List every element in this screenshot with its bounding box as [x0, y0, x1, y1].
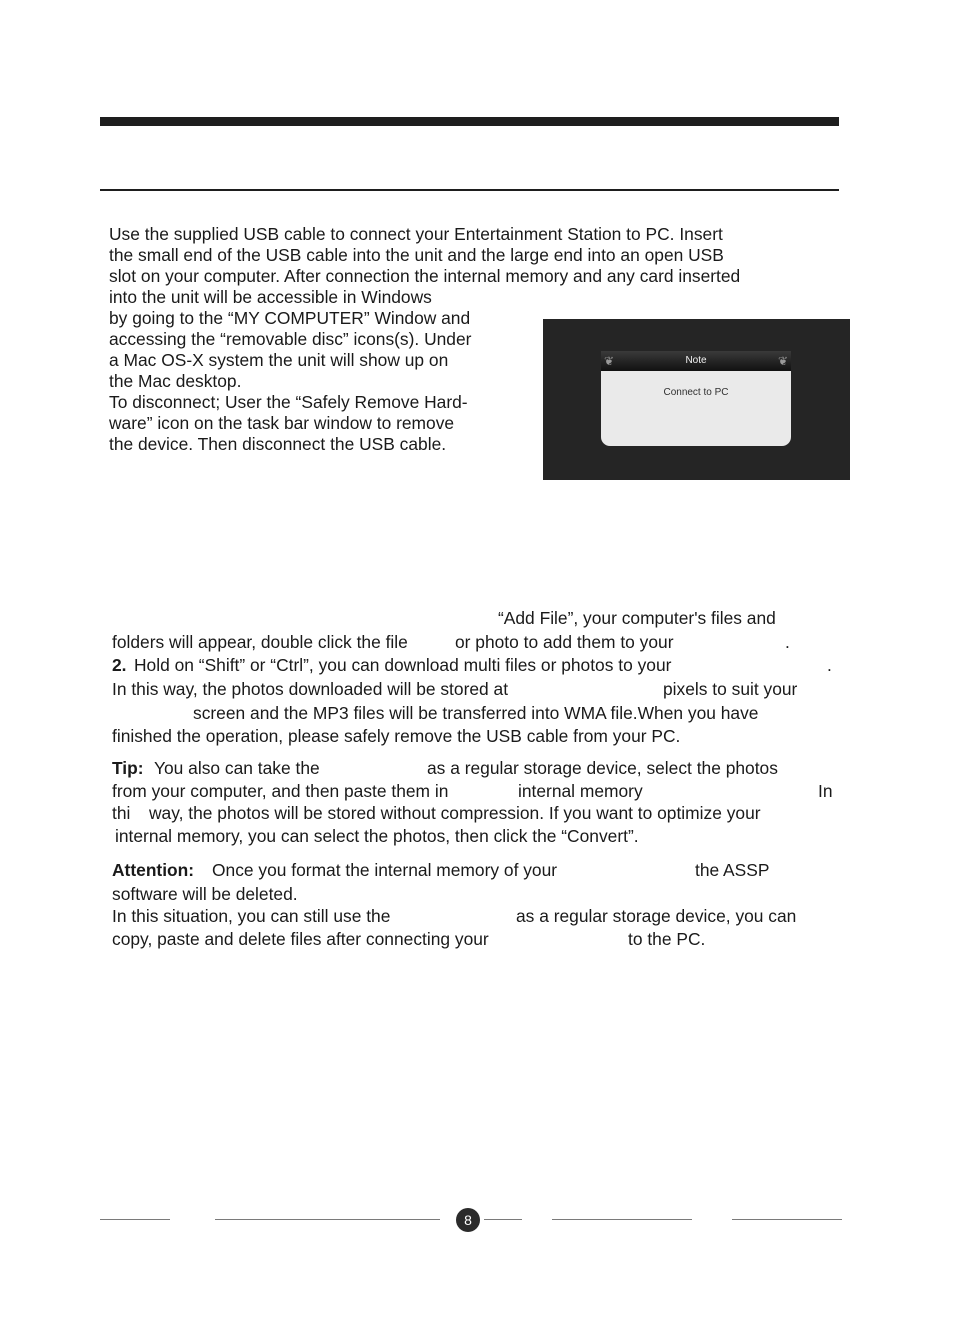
- intro-line: the Mac desktop.: [109, 371, 242, 391]
- footer-rule: [215, 1219, 440, 1220]
- attention-line: Once you format the internal memory of your: [212, 860, 558, 880]
- step2-line: Hold on “Shift” or “Ctrl”, you can download multi files or photos to your: [134, 655, 672, 675]
- intro-line: To disconnect; User the “Safely Remove Hard-: [109, 392, 468, 412]
- footer-rule: [732, 1219, 842, 1220]
- tip-line: thi: [112, 803, 131, 823]
- dialog-title: Note: [685, 355, 707, 366]
- tip-line: You also can take the: [154, 758, 320, 778]
- step1-line: folders will appear, double click the file: [112, 632, 408, 652]
- footer-rule: [100, 1219, 170, 1220]
- attention-line: copy, paste and delete files after connecting your: [112, 929, 489, 949]
- tip-line: internal memory, you can select the photos, then click the “Convert”.: [115, 826, 639, 846]
- intro-line: a Mac OS-X system the unit will show up on: [109, 350, 449, 370]
- step-number: 2.: [112, 655, 127, 675]
- intro-line: the small end of the USB cable into the unit and the large end into an open USB: [109, 245, 724, 265]
- attention-line: software will be deleted.: [112, 884, 298, 904]
- ornament-icon: ❦: [777, 354, 789, 368]
- dialog-message: Connect to PC: [663, 387, 729, 398]
- step1-line: or photo to add them to your: [455, 632, 674, 652]
- page-number: 8: [456, 1208, 480, 1232]
- footer-rule: [484, 1219, 522, 1220]
- tip-line: In: [818, 781, 833, 801]
- footer-rule: [552, 1219, 692, 1220]
- step1-line: .: [785, 632, 790, 652]
- ornament-icon: ❦: [603, 354, 615, 368]
- tip-line: from your computer, and then paste them in: [112, 781, 449, 801]
- attention-line: In this situation, you can still use the: [112, 906, 391, 926]
- tip-label: Tip:: [112, 758, 144, 778]
- attention-line: the ASSP: [695, 860, 770, 880]
- step2-line: .: [827, 655, 832, 675]
- tip-line: internal memory: [518, 781, 643, 801]
- intro-line: accessing the “removable disc” icons(s). Under: [109, 329, 472, 349]
- intro-line: the device. Then disconnect the USB cable.: [109, 434, 447, 454]
- step2-line: screen and the MP3 files will be transferred into WMA file.When you have: [193, 703, 759, 723]
- step2-line: In this way, the photos downloaded will be stored at: [112, 679, 509, 699]
- attention-line: to the PC.: [628, 929, 706, 949]
- intro-line: Use the supplied USB cable to connect your Entertainment Station to PC. Insert: [109, 224, 723, 244]
- intro-line: slot on your computer. After connection the internal memory and any card inserted: [109, 266, 741, 286]
- attention-line: as a regular storage device, you can: [516, 906, 797, 926]
- intro-line: ware” icon on the task bar window to remove: [109, 413, 455, 433]
- intro-line: into the unit will be accessible in Windows: [109, 287, 432, 307]
- intro-line: by going to the “MY COMPUTER” Window and: [109, 308, 471, 328]
- step2-line: pixels to suit your: [663, 679, 798, 699]
- step2-line: finished the operation, please safely remove the USB cable from your PC.: [112, 726, 681, 746]
- attention-label: Attention:: [112, 860, 195, 880]
- tip-line: way, the photos will be stored without compression. If you want to optimize your: [149, 803, 761, 823]
- tip-line: as a regular storage device, select the photos: [427, 758, 778, 778]
- step1-line: “Add File”, your computer's files and: [498, 608, 776, 628]
